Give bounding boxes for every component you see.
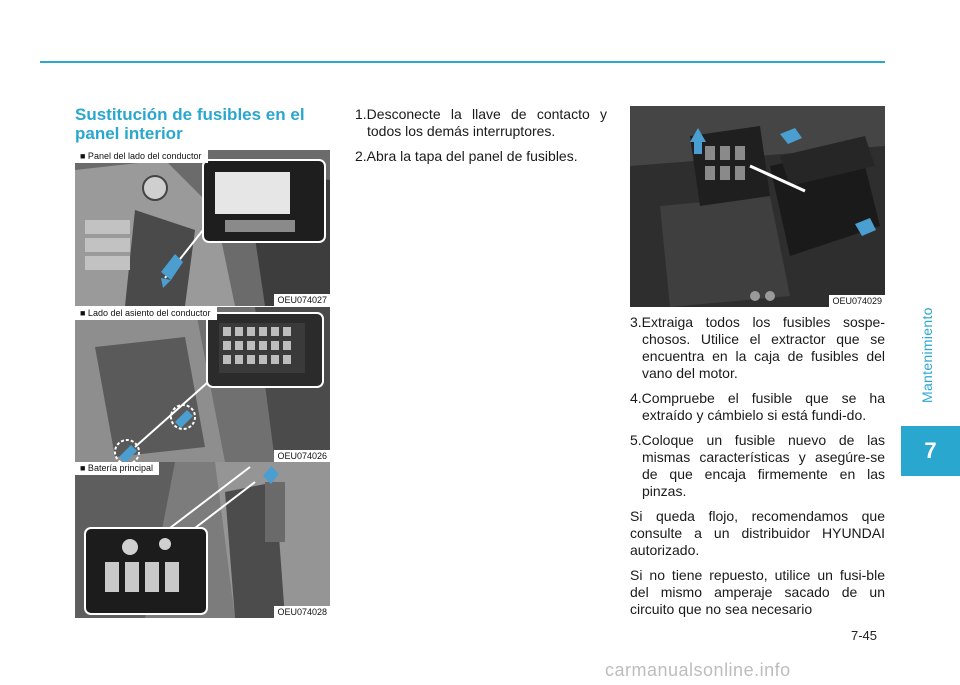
figure-code: OEU074026 [274,450,330,462]
watermark: carmanualsonline.info [605,660,791,680]
step-2: 2.Abra la tapa del panel de fusibles. [355,148,578,164]
note-paragraph: Si no tiene repuesto, utilice un fusi-ble del mismo amperaje sacado de un circuito que no sea necesario [630,567,885,617]
figure-caption: ■ Panel del lado del conductor [75,150,208,163]
battery-illustration [75,462,330,618]
figure-code: OEU074029 [829,295,885,307]
figure-caption: ■ Batería principal [75,462,159,475]
engine-fuse-box-illustration [630,106,885,307]
figure-code: OEU074028 [274,606,330,618]
step-3: 3.Extraiga todos los fusibles sospe-chosos. Utilice el extractor que se encuentra en la caja de fusibles del vano del motor. [630,314,885,381]
note-paragraph: Si queda flojo, recomendamos que consulte a un distribuidor HYUNDAI autorizado. [630,508,885,558]
step-4: 4.Compruebe el fusible que se ha extraído y cámbielo si está fundi-do. [630,390,885,423]
instructions-column-1 [355,106,607,173]
header-rule [40,61,885,63]
step-1: 1.Desconecte la llave de contacto y todos los demás interruptores. [355,106,607,139]
page-number: 7-45 [851,628,878,643]
figure-main-battery [75,462,330,618]
section-title: Sustitución de fusibles en el panel interior [75,105,305,143]
chapter-side-label: Mantenimiento [919,307,935,403]
figure-driver-seat-side [75,307,330,462]
chapter-number-tab: 7 [901,426,960,476]
figure-code: OEU074027 [274,294,330,306]
figure-driver-panel [75,150,330,306]
figure-engine-fuse-box [630,106,885,307]
seat-side-illustration [75,307,330,462]
figure-caption: ■ Lado del asiento del conductor [75,307,217,320]
instructions-column-2 [630,314,885,626]
step-5: 5.Coloque un fusible nuevo de las mismas características y asegúre-se de que encaja firmemente en las pinzas. [630,432,885,499]
driver-panel-illustration [75,150,330,306]
